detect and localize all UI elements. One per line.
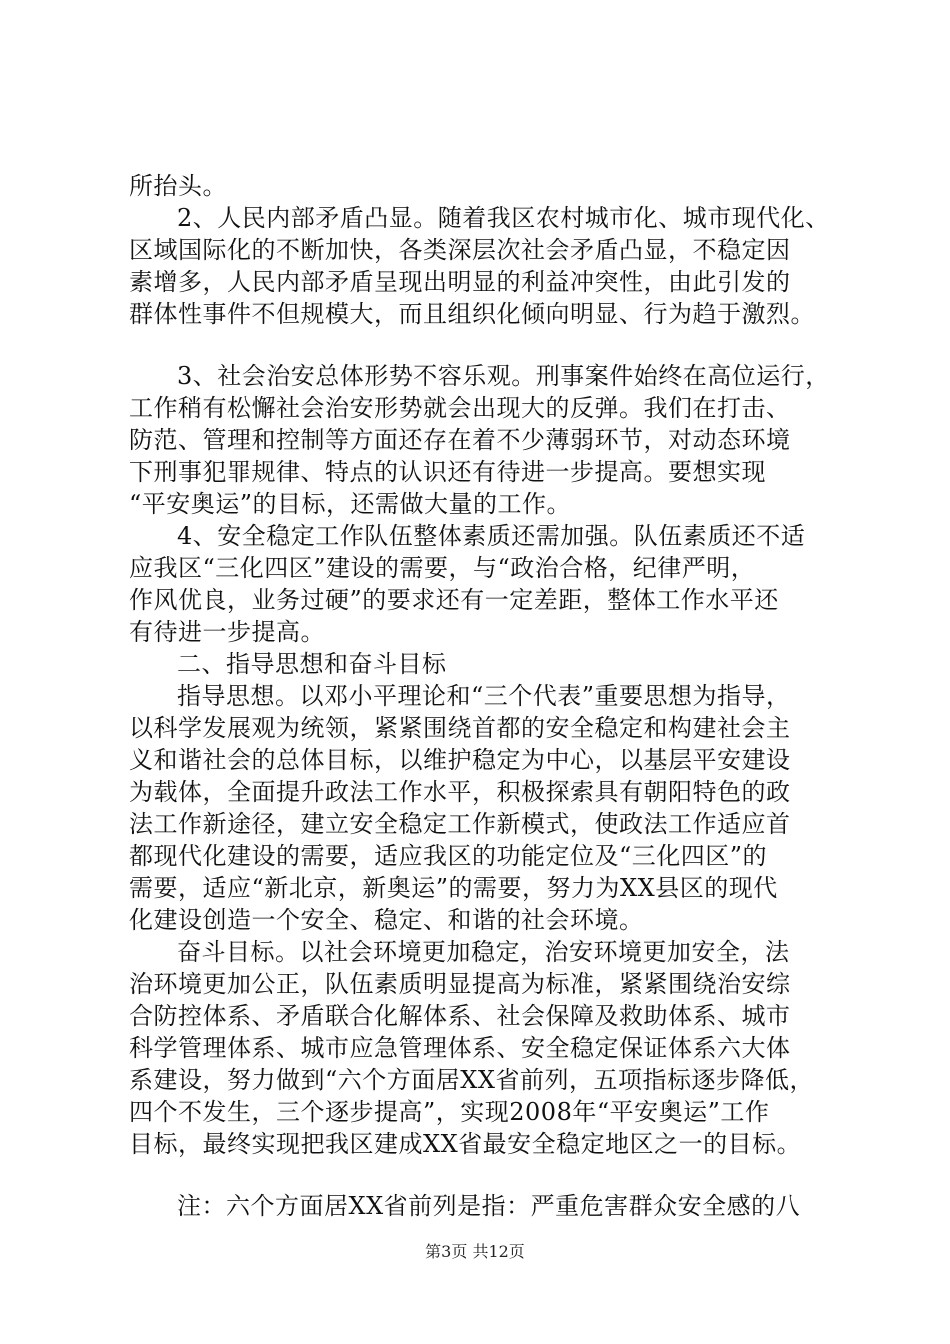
- text-line: 化建设创造一个安全、稳定、和谐的社会环境。: [129, 906, 644, 934]
- paragraph-spacer: [129, 1160, 849, 1190]
- text-line: 3、社会治安总体形势不容乐观。刑事案件始终在高位运行，: [177, 362, 830, 390]
- page-footer: 第3页 共12页: [425, 1242, 525, 1261]
- text-line: 素增多，人民内部矛盾呈现出明显的利益冲突性，由此引发的: [129, 268, 791, 296]
- text-line: 以科学发展观为统领，紧紧围绕首都的安全稳定和构建社会主: [129, 714, 791, 742]
- text-line: 下刑事犯罪规律、特点的认识还有待进一步提高。要想实现: [129, 458, 766, 486]
- paragraph-spacer: [129, 330, 849, 360]
- text-line: 二、指导思想和奋斗目标: [177, 650, 447, 678]
- text-line: 需要，适应“新北京，新奥运”的需要，努力为XX县区的现代: [129, 874, 778, 902]
- text-line: 合防控体系、矛盾联合化解体系、社会保障及救助体系、城市: [129, 1002, 791, 1030]
- text-line: 义和谐社会的总体目标，以维护稳定为中心，以基层平安建设: [129, 746, 791, 774]
- text-line: 所抬头。: [129, 172, 227, 200]
- text-line: 区域国际化的不断加快，各类深层次社会矛盾凸显，不稳定因: [129, 236, 791, 264]
- paragraph: [129, 520, 849, 648]
- text-line: 四个不发生，三个逐步提高”，实现2008年“平安奥运”工作: [129, 1098, 770, 1126]
- text-line: 防范、管理和控制等方面还存在着不少薄弱环节，对动态环境: [129, 426, 791, 454]
- document-body: [129, 170, 849, 1222]
- text-line: 指导思想。以邓小平理论和“三个代表”重要思想为指导，: [177, 682, 791, 710]
- text-line: 有待进一步提高。: [129, 618, 325, 646]
- text-line: “平安奥运”的目标，还需做大量的工作。: [129, 490, 572, 518]
- text-line: 科学管理体系、城市应急管理体系、安全稳定保证体系六大体: [129, 1034, 791, 1062]
- paragraph: [129, 1190, 849, 1222]
- text-line: 为载体，全面提升政法工作水平，积极探索具有朝阳特色的政: [129, 778, 791, 806]
- text-line: 工作稍有松懈社会治安形势就会出现大的反弹。我们在打击、: [129, 394, 791, 422]
- text-line: 法工作新途径，建立安全稳定工作新模式，使政法工作适应首: [129, 810, 791, 838]
- text-line: 都现代化建设的需要，适应我区的功能定位及“三化四区”的: [129, 842, 768, 870]
- text-line: 应我区“三化四区”建设的需要，与“政治合格，纪律严明，: [129, 554, 756, 582]
- text-line: 系建设，努力做到“六个方面居XX省前列，五项指标逐步降低，: [129, 1066, 814, 1094]
- paragraph: [129, 360, 849, 520]
- text-line: 目标，最终实现把我区建成XX省最安全稳定地区之一的目标。: [129, 1130, 802, 1158]
- paragraph: [129, 170, 849, 202]
- paragraph: [129, 680, 849, 936]
- text-line: 奋斗目标。以社会环境更加稳定，治安环境更加安全，法: [177, 938, 790, 966]
- text-line: 群体性事件不但规模大，而且组织化倾向明显、行为趋于激烈。: [129, 300, 815, 328]
- paragraph: [129, 936, 849, 1160]
- paragraph: [129, 202, 849, 330]
- text-line: 治环境更加公正，队伍素质明显提高为标准，紧紧围绕治安综: [129, 970, 791, 998]
- text-line: 4、安全稳定工作队伍整体素质还需加强。队伍素质还不适: [177, 522, 806, 550]
- paragraph: [129, 648, 849, 680]
- text-line: 2、人民内部矛盾凸显。随着我区农村城市化、城市现代化、: [177, 204, 830, 232]
- text-line: 作风优良，业务过硬”的要求还有一定差距，整体工作水平还: [129, 586, 779, 614]
- text-line: 注：六个方面居XX省前列是指：严重危害群众安全感的八: [177, 1192, 801, 1220]
